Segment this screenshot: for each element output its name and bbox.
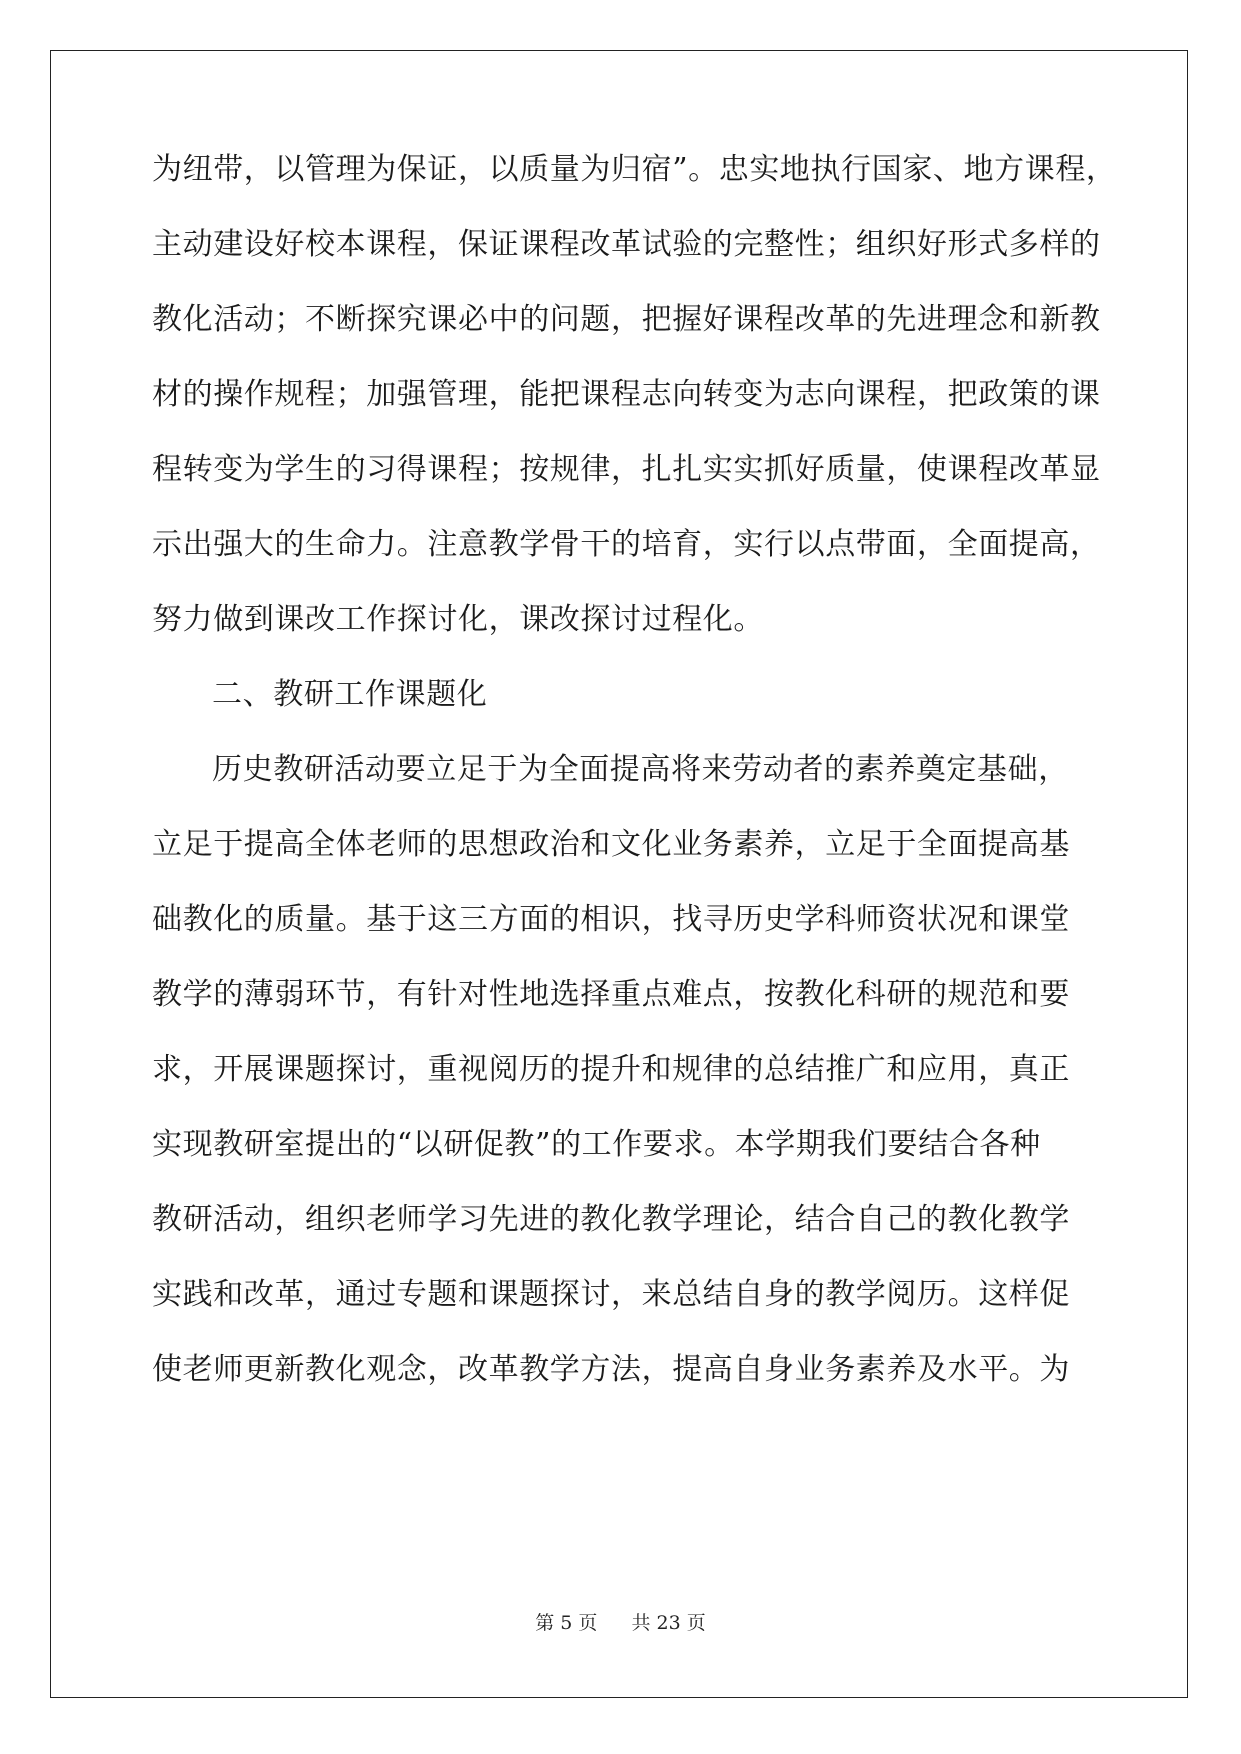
- page-total: 共 23 页: [631, 1612, 706, 1634]
- text-line: 求，开展课题探讨，重视阅历的提升和规律的总结推广和应用，真正: [152, 1052, 1070, 1087]
- page-number: 第 5 页: [535, 1612, 598, 1634]
- text-line: 主动建设好校本课程，保证课程改革试验的完整性；组织好形式多样的: [152, 227, 1101, 262]
- text-line: 努力做到课改工作探讨化，课改探讨过程化。: [152, 602, 764, 637]
- section-heading: 二、教研工作课题化: [212, 677, 488, 712]
- text-line: 础教化的质量。基于这三方面的相识，找寻历史学科师资状况和课堂: [152, 902, 1070, 937]
- text-line: 为纽带，以管理为保证，以质量为归宿”。忠实地执行国家、地方课程，: [152, 152, 1117, 187]
- page-footer: [0, 1611, 1241, 1635]
- text-line: 程转变为学生的习得课程；按规律，扎扎实实抓好质量，使课程改革显: [152, 452, 1101, 487]
- text-line: 教化活动；不断探究课必中的问题，把握好课程改革的先进理念和新教: [152, 302, 1101, 337]
- text-line: 教学的薄弱环节，有针对性地选择重点难点，按教化科研的规范和要: [152, 977, 1070, 1012]
- text-line: 材的操作规程；加强管理，能把课程志向转变为志向课程，把政策的课: [152, 377, 1101, 412]
- text-line: 实践和改革，通过专题和课题探讨，来总结自身的教学阅历。这样促: [152, 1277, 1070, 1312]
- text-line: 实现教研室提出的“以研促教”的工作要求。本学期我们要结合各种: [152, 1127, 1041, 1162]
- text-line: 示出强大的生命力。注意教学骨干的培育，实行以点带面，全面提高，: [152, 527, 1101, 562]
- page-border: [50, 50, 1188, 1698]
- text-line: 立足于提高全体老师的思想政治和文化业务素养，立足于全面提高基: [152, 827, 1070, 862]
- text-line: 教研活动，组织老师学习先进的教化教学理论，结合自己的教化教学: [152, 1202, 1070, 1237]
- text-line: 使老师更新教化观念，改革教学方法，提高自身业务素养及水平。为: [152, 1352, 1070, 1387]
- text-line: 历史教研活动要立足于为全面提高将来劳动者的素养奠定基础，: [212, 752, 1069, 787]
